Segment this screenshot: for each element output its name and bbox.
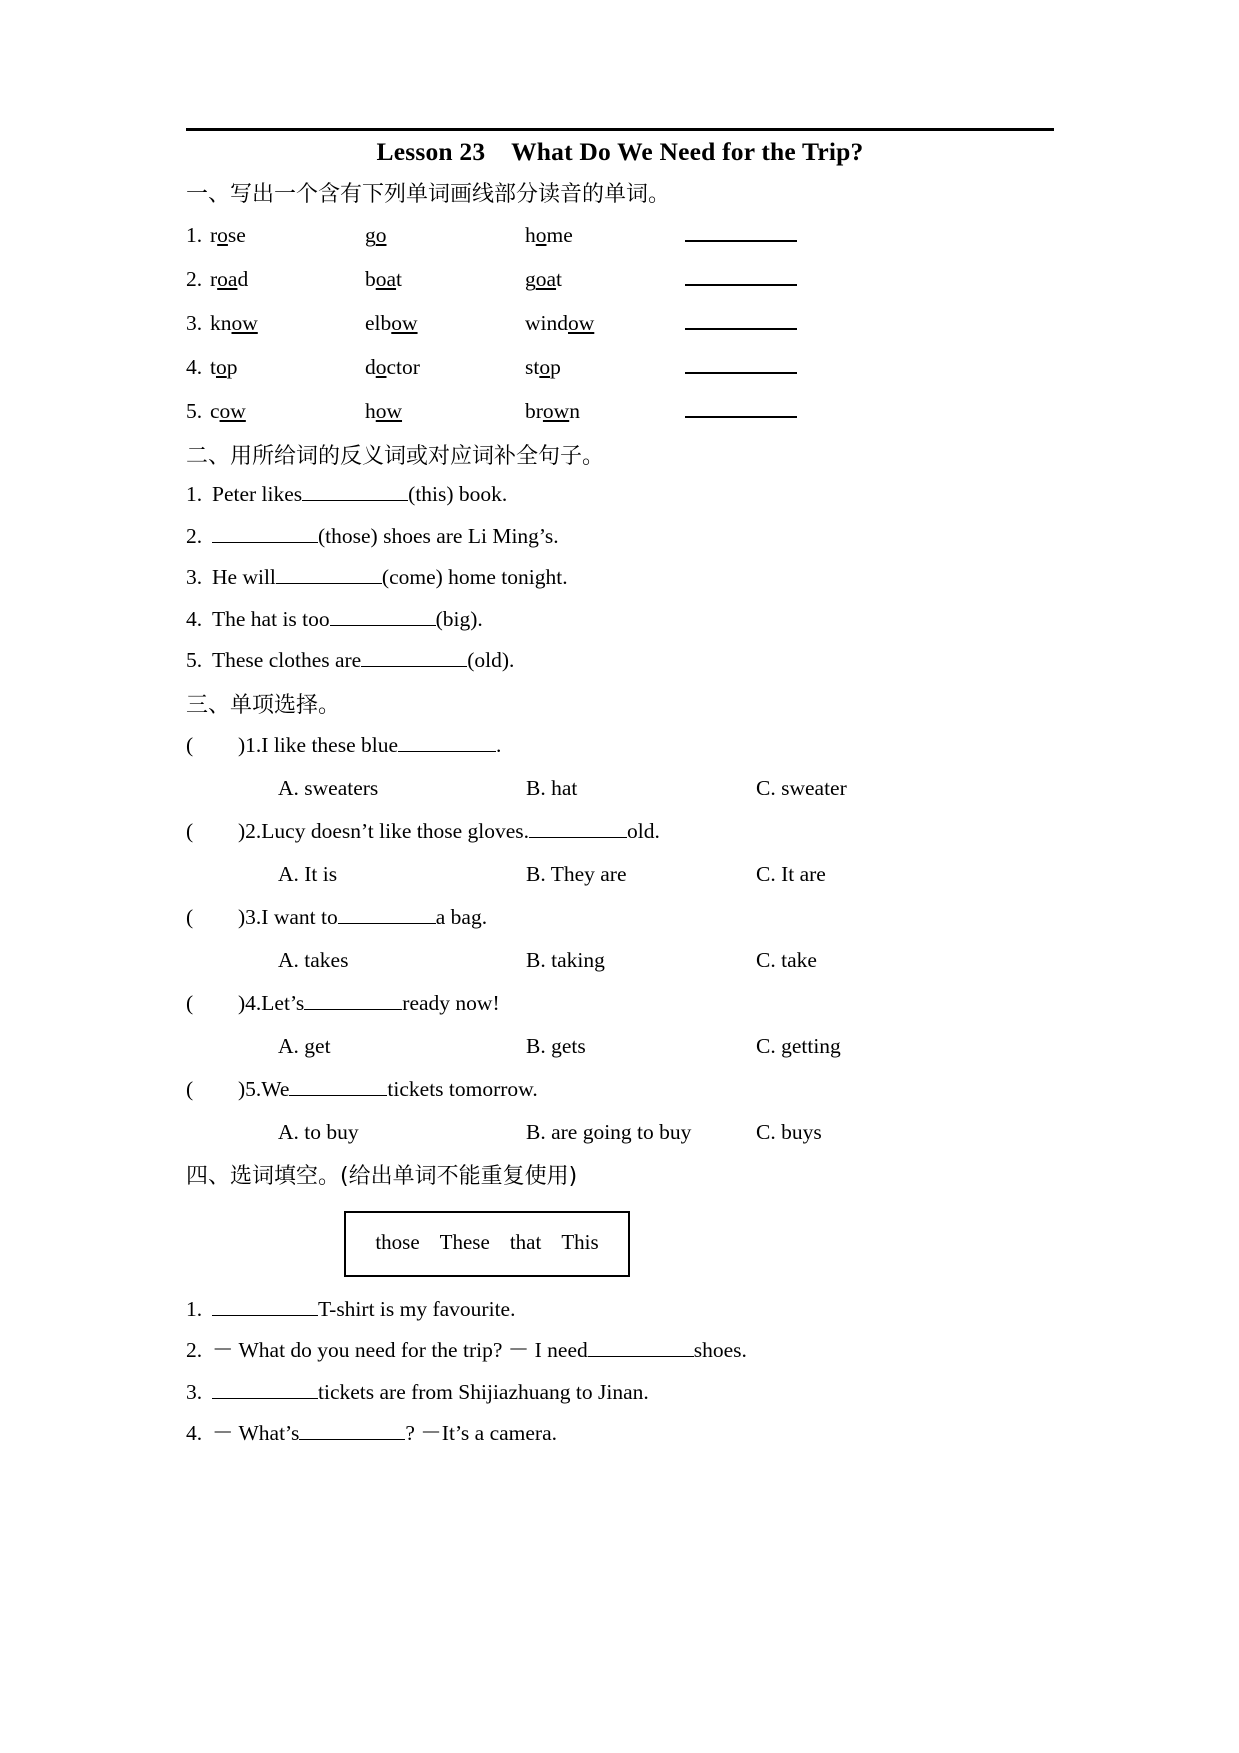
word-choice-row: [186, 1296, 1054, 1321]
answer-blank[interactable]: [304, 994, 402, 1010]
phonics-word: know: [210, 310, 258, 335]
answer-line[interactable]: [685, 358, 797, 374]
phonics-row: [186, 311, 1054, 336]
underlined-sound: o: [539, 354, 551, 379]
sentence-prefix: I like these blue: [261, 733, 399, 757]
item-number: 2.: [186, 266, 203, 291]
answer-blank[interactable]: [212, 527, 318, 543]
answer-slot[interactable]: [685, 223, 797, 248]
answer-line[interactable]: [685, 402, 797, 418]
sentence-suffix: shoes.: [693, 1338, 747, 1362]
item-number: 4.: [186, 606, 203, 631]
underlined-sound: ow: [542, 398, 570, 423]
answer-line[interactable]: [685, 270, 797, 286]
sentence-suffix: (those) shoes are Li Ming’s.: [318, 523, 559, 548]
multiple-choice-list: [186, 733, 1054, 1145]
phonics-word: elbow: [365, 310, 418, 335]
mc-option-b[interactable]: B. gets: [526, 1034, 586, 1058]
answer-blank[interactable]: [302, 485, 408, 501]
answer-blank[interactable]: [289, 1080, 387, 1096]
item-number: 3.: [186, 310, 203, 335]
answer-blank[interactable]: [529, 822, 627, 838]
word-choice-row: [186, 1423, 1054, 1445]
item-number: 3.: [245, 905, 262, 929]
item-number: 5.: [186, 648, 203, 672]
phonics-word: boat: [365, 266, 403, 291]
mc-option-b[interactable]: B. hat: [526, 776, 578, 800]
mc-question: [186, 991, 1054, 1016]
answer-paren-open: (: [186, 905, 194, 929]
answer-slot[interactable]: [685, 267, 797, 292]
fill-blank-row: [186, 523, 1054, 548]
sentence-suffix: tickets are from Shijiazhuang to Jinan.: [318, 1379, 649, 1404]
title-top-rule: [186, 128, 1054, 131]
phonics-cell-b: [365, 311, 525, 336]
mc-option-c[interactable]: C. buys: [756, 1120, 822, 1144]
phonics-word: cow: [210, 398, 246, 423]
word-bank-item[interactable]: This: [561, 1229, 599, 1254]
item-number: 1.: [186, 1296, 203, 1321]
answer-blank[interactable]: [588, 1341, 694, 1357]
sentence-suffix: T-shirt is my favourite.: [318, 1296, 516, 1321]
answer-blank[interactable]: [398, 736, 496, 752]
item-number: 2.: [245, 819, 262, 843]
phonics-word: window: [525, 310, 595, 335]
phonics-word: stop: [525, 354, 561, 379]
answer-slot[interactable]: [685, 399, 797, 424]
sentence-suffix: (come) home tonight.: [381, 565, 568, 589]
answer-line[interactable]: [685, 226, 797, 242]
phonics-row: [186, 355, 1054, 380]
word-bank-item[interactable]: These: [439, 1229, 490, 1254]
word-choice-row: [186, 1340, 1054, 1362]
sentence-suffix: old.: [627, 819, 660, 843]
mc-option-a[interactable]: A. get: [278, 1034, 331, 1058]
answer-paren-open: (: [186, 1077, 194, 1101]
phonics-word: go: [365, 222, 387, 247]
phonics-cell-a: [210, 223, 365, 248]
word-bank-item[interactable]: that: [509, 1229, 542, 1254]
underlined-sound: o: [217, 222, 228, 247]
answer-paren-close: ): [238, 1077, 246, 1101]
mc-option-row: [186, 1120, 1054, 1145]
underlined-sound: o: [535, 222, 547, 247]
item-number: 4.: [186, 354, 203, 379]
sentence-prefix: The hat is too: [212, 606, 330, 631]
phonics-cell-c: [525, 355, 685, 380]
sentence-suffix: a bag.: [435, 905, 488, 929]
sentence-prefix: Lucy doesn’t like those gloves.: [261, 819, 530, 843]
underlined-sound: oa: [375, 266, 397, 291]
sentence-prefix: Let’s: [261, 991, 305, 1015]
item-number: 4.: [245, 991, 262, 1015]
phonics-cell-c: [525, 399, 685, 424]
fill-blank-row: [186, 650, 1054, 672]
sentence-prefix: Peter likes: [212, 482, 303, 506]
phonics-cell-c: [525, 311, 685, 336]
item-number: 2.: [186, 1338, 203, 1362]
sentence-prefix: We: [261, 1077, 290, 1101]
item-number: 3.: [186, 1379, 203, 1404]
page-title: Lesson 23 What Do We Need for the Trip?: [376, 137, 864, 166]
underlined-sound: ow: [231, 310, 258, 335]
phonics-word: brown: [525, 398, 580, 423]
item-number: 2.: [186, 523, 203, 548]
answer-blank[interactable]: [212, 1383, 318, 1399]
fill-blank-list: [186, 484, 1054, 672]
answer-blank[interactable]: [330, 610, 436, 626]
answer-slot[interactable]: [685, 355, 797, 380]
sentence-suffix: ready now!: [402, 991, 500, 1015]
phonics-word: home: [525, 222, 573, 247]
underlined-sound: ow: [219, 398, 246, 423]
section-heading-one: 一、写出一个含有下列单词画线部分读音的单词。: [186, 182, 671, 207]
sentence-suffix: tickets tomorrow.: [387, 1077, 538, 1101]
word-choice-list: [186, 1296, 1054, 1445]
item-number: 5.: [186, 398, 203, 423]
section-heading-three: 三、单项选择。: [186, 692, 341, 718]
mc-option-c[interactable]: C. take: [756, 948, 817, 972]
underlined-sound: oa: [535, 266, 557, 291]
sentence-prefix: He will: [212, 565, 276, 589]
underlined-sound: o: [375, 354, 387, 379]
word-bank: [344, 1211, 630, 1277]
answer-blank[interactable]: [361, 651, 467, 667]
fill-blank-row: [186, 606, 1054, 631]
mc-option-a[interactable]: A. takes: [278, 948, 349, 972]
phonics-word: top: [210, 354, 238, 379]
mc-option-c[interactable]: C. It are: [756, 862, 826, 886]
mc-option-row: [186, 948, 1054, 973]
mc-question: [186, 819, 1054, 844]
phonics-word: road: [210, 266, 249, 291]
phonics-row: [186, 399, 1054, 424]
answer-paren-close: ): [238, 819, 246, 843]
sentence-prefix: － What do you need for the trip? － I need: [212, 1338, 588, 1362]
mc-option-a[interactable]: A. It is: [278, 862, 338, 886]
underlined-sound: ow: [391, 310, 418, 335]
mc-option-b[interactable]: B. They are: [526, 862, 627, 886]
phonics-word: doctor: [365, 354, 420, 379]
underlined-sound: oa: [217, 266, 238, 291]
phonics-cell-b: [365, 267, 525, 292]
item-number: 4.: [186, 1421, 203, 1445]
sentence-suffix: (big).: [435, 606, 483, 631]
underlined-sound: ow: [568, 310, 595, 335]
item-number: 1.: [186, 222, 203, 247]
answer-paren-open: (: [186, 733, 194, 757]
answer-paren-open: (: [186, 991, 194, 1015]
underlined-sound: o: [375, 222, 387, 247]
item-number: 3.: [186, 565, 203, 589]
answer-blank[interactable]: [212, 1300, 318, 1316]
sentence-prefix: I want to: [261, 905, 338, 929]
phonics-word: rose: [210, 222, 246, 247]
answer-blank[interactable]: [299, 1424, 405, 1440]
mc-question: [186, 905, 1054, 930]
phonics-list: [186, 223, 1054, 424]
mc-option-row: [186, 1034, 1054, 1059]
word-bank-wrapper: [186, 1211, 1054, 1277]
answer-paren-close: ): [238, 905, 246, 929]
item-number: 1.: [186, 482, 203, 506]
phonics-cell-c: [525, 223, 685, 248]
item-number: 5.: [245, 1077, 262, 1101]
mc-question: [186, 733, 1054, 758]
fill-blank-row: [186, 567, 1054, 589]
phonics-row: [186, 267, 1054, 292]
answer-paren-open: (: [186, 819, 194, 843]
mc-option-b[interactable]: B. taking: [526, 948, 605, 972]
word-bank-item[interactable]: those: [375, 1229, 420, 1254]
answer-paren-close: ): [238, 991, 246, 1015]
answer-blank[interactable]: [338, 908, 436, 924]
mc-question: [186, 1077, 1054, 1102]
phonics-word: how: [365, 398, 403, 423]
answer-slot[interactable]: [685, 311, 797, 336]
phonics-cell-a: [210, 355, 365, 380]
sentence-prefix: These clothes are: [212, 648, 362, 672]
phonics-cell-b: [365, 399, 525, 424]
phonics-cell-b: [365, 355, 525, 380]
phonics-cell-a: [210, 311, 365, 336]
mc-option-c[interactable]: C. getting: [756, 1034, 841, 1058]
word-choice-row: [186, 1379, 1054, 1404]
fill-blank-row: [186, 484, 1054, 506]
sentence-suffix: .: [496, 733, 502, 757]
sentence-prefix: － What’s: [212, 1421, 300, 1445]
mc-option-row: [186, 862, 1054, 887]
answer-paren-close: ): [238, 733, 246, 757]
mc-option-a[interactable]: A. sweaters: [278, 776, 379, 800]
underlined-sound: o: [215, 354, 227, 379]
section-heading-two: 二、用所给词的反义词或对应词补全句子。: [186, 443, 605, 469]
answer-blank[interactable]: [276, 568, 382, 584]
phonics-cell-c: [525, 267, 685, 292]
section-heading-four: 四、选词填空。(给出单词不能重复使用): [186, 1164, 578, 1189]
mc-option-row: [186, 776, 1054, 801]
mc-option-a[interactable]: A. to buy: [278, 1120, 359, 1144]
phonics-cell-b: [365, 223, 525, 248]
sentence-suffix: ? －It’s a camera.: [405, 1421, 558, 1445]
sentence-suffix: (this) book.: [408, 482, 508, 506]
phonics-word: goat: [525, 266, 563, 291]
phonics-cell-a: [210, 267, 365, 292]
item-number: 1.: [245, 733, 262, 757]
worksheet-body: [186, 128, 1054, 1465]
underlined-sound: ow: [375, 398, 403, 423]
mc-option-b[interactable]: B. are going to buy: [526, 1120, 692, 1144]
mc-option-c[interactable]: C. sweater: [756, 776, 847, 800]
answer-line[interactable]: [685, 314, 797, 330]
sentence-suffix: (old).: [467, 648, 515, 672]
phonics-cell-a: [210, 399, 365, 424]
phonics-row: [186, 223, 1054, 248]
